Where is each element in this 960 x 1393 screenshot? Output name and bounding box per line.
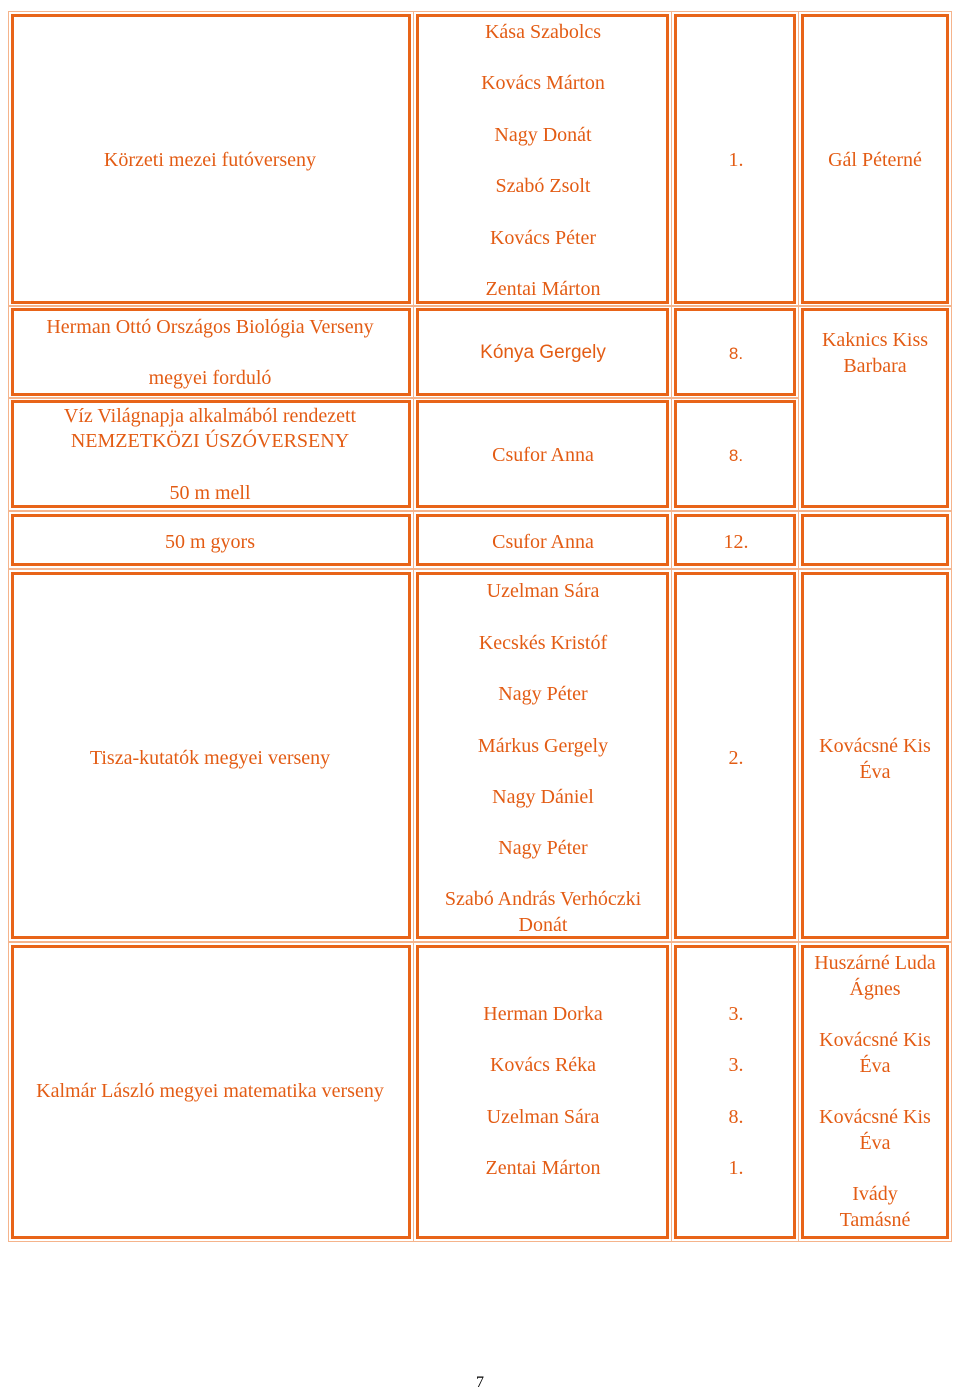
placement: 3. [728, 1003, 744, 1025]
student-name: Nagy Péter [498, 683, 588, 705]
teacher-name: Kovácsné Kis Éva [819, 735, 931, 783]
student-name: Kovács Péter [489, 227, 597, 249]
teacher-name: Kovácsné Kis Éva [819, 1106, 931, 1154]
student-name: Uzelman Sára [486, 580, 600, 602]
table-cell [416, 14, 669, 304]
teacher-name: Huszárné Luda Ágnes [814, 952, 936, 1000]
student-name: Márkus Gergely [477, 735, 609, 757]
student-name: Kovács Márton [481, 72, 605, 94]
student-name: Nagy Dániel [492, 786, 594, 808]
teacher-name: Ivády Tamásné [839, 1183, 911, 1231]
placement: 2. [728, 747, 744, 769]
placement: 12. [723, 531, 749, 553]
competition-name: Kalmár László megyei matematika verseny [36, 1080, 384, 1102]
student-name: Kovács Réka [489, 1054, 597, 1076]
competition-name: Tisza-kutatók megyei verseny [89, 747, 331, 769]
placement: 1. [728, 149, 744, 171]
placement: 1. [728, 1157, 744, 1179]
student-name: Csufor Anna [492, 444, 594, 466]
competition-name: Víz Világnapja alkalmából rendezett [63, 405, 357, 427]
teacher-name: Kaknics Kiss Barbara [821, 329, 929, 377]
competition-name: Herman Ottó Országos Biológia Verseny [46, 316, 374, 338]
student-name: Csufor Anna [492, 531, 594, 553]
student-name: Szabó Zsolt [495, 175, 591, 197]
student-name: Kecskés Kristóf [478, 632, 608, 654]
student-name: Zentai Márton [485, 1157, 601, 1179]
placement: 8. [728, 446, 744, 465]
competition-name: NEMZETKÖZI ÚSZÓVERSENY [70, 430, 350, 452]
student-name: Kónya Gergely [480, 342, 606, 363]
student-name: Nagy Donát [494, 124, 592, 146]
competition-name: Körzeti mezei futóverseny [103, 149, 317, 171]
placement: 8. [728, 1106, 744, 1128]
student-name: Uzelman Sára [486, 1106, 600, 1128]
teacher-name: Kovácsné Kis Éva [819, 1029, 931, 1077]
student-name: Nagy Péter [498, 837, 588, 859]
placement: 3. [728, 1054, 744, 1076]
placement: 8. [728, 344, 744, 363]
table-cell [801, 514, 949, 566]
student-name: Szabó András Verhóczki Donát [444, 888, 642, 936]
competition-event: 50 m gyors [165, 531, 255, 553]
competition-subtitle: megyei forduló [148, 367, 272, 389]
competition-event: 50 m mell [169, 482, 251, 504]
teacher-name: Gál Péterné [828, 149, 922, 171]
student-name: Zentai Márton [485, 278, 601, 300]
table-cell [674, 945, 796, 1239]
table-cell [416, 945, 669, 1239]
page-number: 7 [476, 1374, 484, 1391]
student-name: Kása Szabolcs [484, 21, 602, 43]
student-name: Herman Dorka [483, 1003, 603, 1025]
